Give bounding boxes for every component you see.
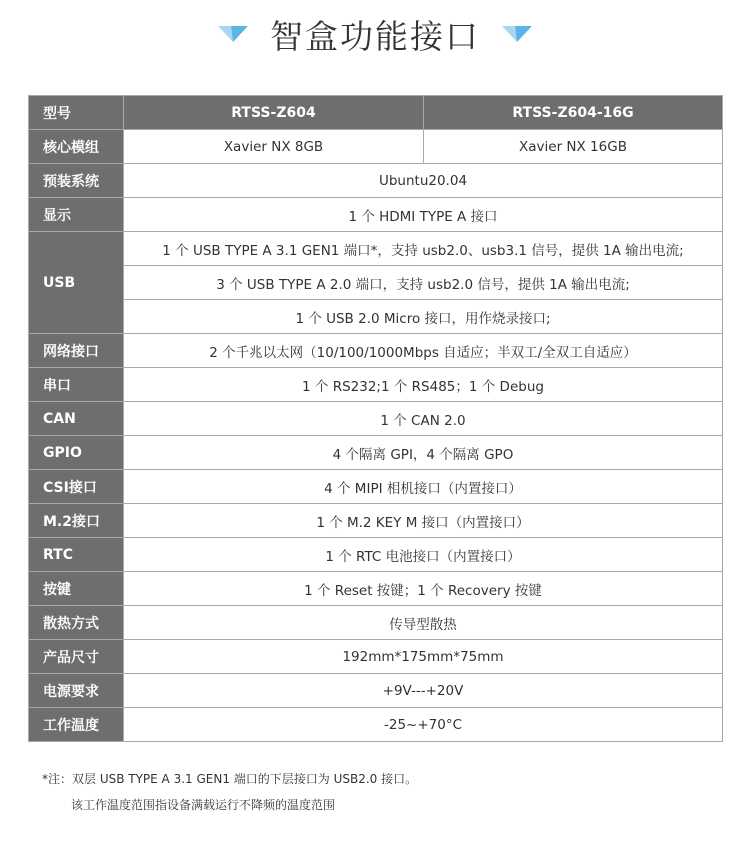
table-row <box>29 232 723 266</box>
row-value: 192mm*175mm*75mm <box>124 640 723 674</box>
row-label: RTC <box>29 538 124 572</box>
table-row <box>29 402 723 436</box>
usb-line: 3 个 USB TYPE A 2.0 端口，支持 usb2.0 信号，提供 1A 输出电流; <box>124 266 723 300</box>
table-row <box>29 504 723 538</box>
row-label: CSI接口 <box>29 470 124 504</box>
usb-line: 1 个 USB 2.0 Micro 接口，用作烧录接口; <box>124 300 723 334</box>
row-label: M.2接口 <box>29 504 124 538</box>
table-row <box>29 572 723 606</box>
row-value: 4 个隔离 GPI，4 个隔离 GPO <box>124 436 723 470</box>
table-row <box>29 266 723 300</box>
row-value: -25~+70°C <box>124 708 723 742</box>
footnote-usb: *注：双层 USB TYPE A 3.1 GEN1 端口的下层接口为 USB2.0 接口。 <box>42 772 418 786</box>
row-value: 1 个 RTC 电池接口（内置接口） <box>124 538 723 572</box>
page-header <box>0 12 750 56</box>
model-a-header: RTSS-Z604 <box>124 96 424 130</box>
usb-line: 1 个 USB TYPE A 3.1 GEN1 端口*，支持 usb2.0、usb3.1 信号，提供 1A 输出电流; <box>124 232 723 266</box>
row-value: 传导型散热 <box>124 606 723 640</box>
row-value: 1 个 Reset 按键；1 个 Recovery 按键 <box>124 572 723 606</box>
table-row <box>29 334 723 368</box>
model-b-value: Xavier NX 16GB <box>424 130 723 164</box>
row-value: 1 个 RS232;1 个 RS485；1 个 Debug <box>124 368 723 402</box>
row-value: Ubuntu20.04 <box>124 164 723 198</box>
triangle-down-icon <box>502 26 532 42</box>
table-row <box>29 538 723 572</box>
table-row <box>29 198 723 232</box>
table-header-row <box>29 96 723 130</box>
table-row <box>29 470 723 504</box>
model-a-value: Xavier NX 8GB <box>124 130 424 164</box>
row-label: 核心模组 <box>29 130 124 164</box>
table-row <box>29 708 723 742</box>
row-label: 型号 <box>29 96 124 130</box>
table-row <box>29 640 723 674</box>
row-label: 预装系统 <box>29 164 124 198</box>
table-row <box>29 674 723 708</box>
row-label: GPIO <box>29 436 124 470</box>
spec-table <box>28 95 723 742</box>
footnote-temperature: 该工作温度范围指设备满载运行不降频的温度范围 <box>71 798 336 812</box>
row-value: 2 个千兆以太网（10/100/1000Mbps 自适应；半双工/全双工自适应） <box>124 334 723 368</box>
page-title: 智盒功能接口 <box>270 16 480 56</box>
row-label: 散热方式 <box>29 606 124 640</box>
row-value: 1 个 M.2 KEY M 接口（内置接口） <box>124 504 723 538</box>
row-label: 网络接口 <box>29 334 124 368</box>
table-row <box>29 164 723 198</box>
table-row <box>29 368 723 402</box>
model-b-header: RTSS-Z604-16G <box>424 96 723 130</box>
row-label: 产品尺寸 <box>29 640 124 674</box>
footnotes <box>42 766 417 818</box>
row-value: 1 个 HDMI TYPE A 接口 <box>124 198 723 232</box>
row-label: 工作温度 <box>29 708 124 742</box>
row-value: 4 个 MIPI 相机接口（内置接口） <box>124 470 723 504</box>
row-label: 电源要求 <box>29 674 124 708</box>
row-label: USB <box>29 232 124 334</box>
table-row <box>29 436 723 470</box>
table-row <box>29 300 723 334</box>
row-label: CAN <box>29 402 124 436</box>
row-label: 按键 <box>29 572 124 606</box>
table-row <box>29 130 723 164</box>
row-label: 串口 <box>29 368 124 402</box>
triangle-down-icon <box>218 26 248 42</box>
table-row <box>29 606 723 640</box>
row-label: 显示 <box>29 198 124 232</box>
row-value: 1 个 CAN 2.0 <box>124 402 723 436</box>
row-value: +9V---+20V <box>124 674 723 708</box>
